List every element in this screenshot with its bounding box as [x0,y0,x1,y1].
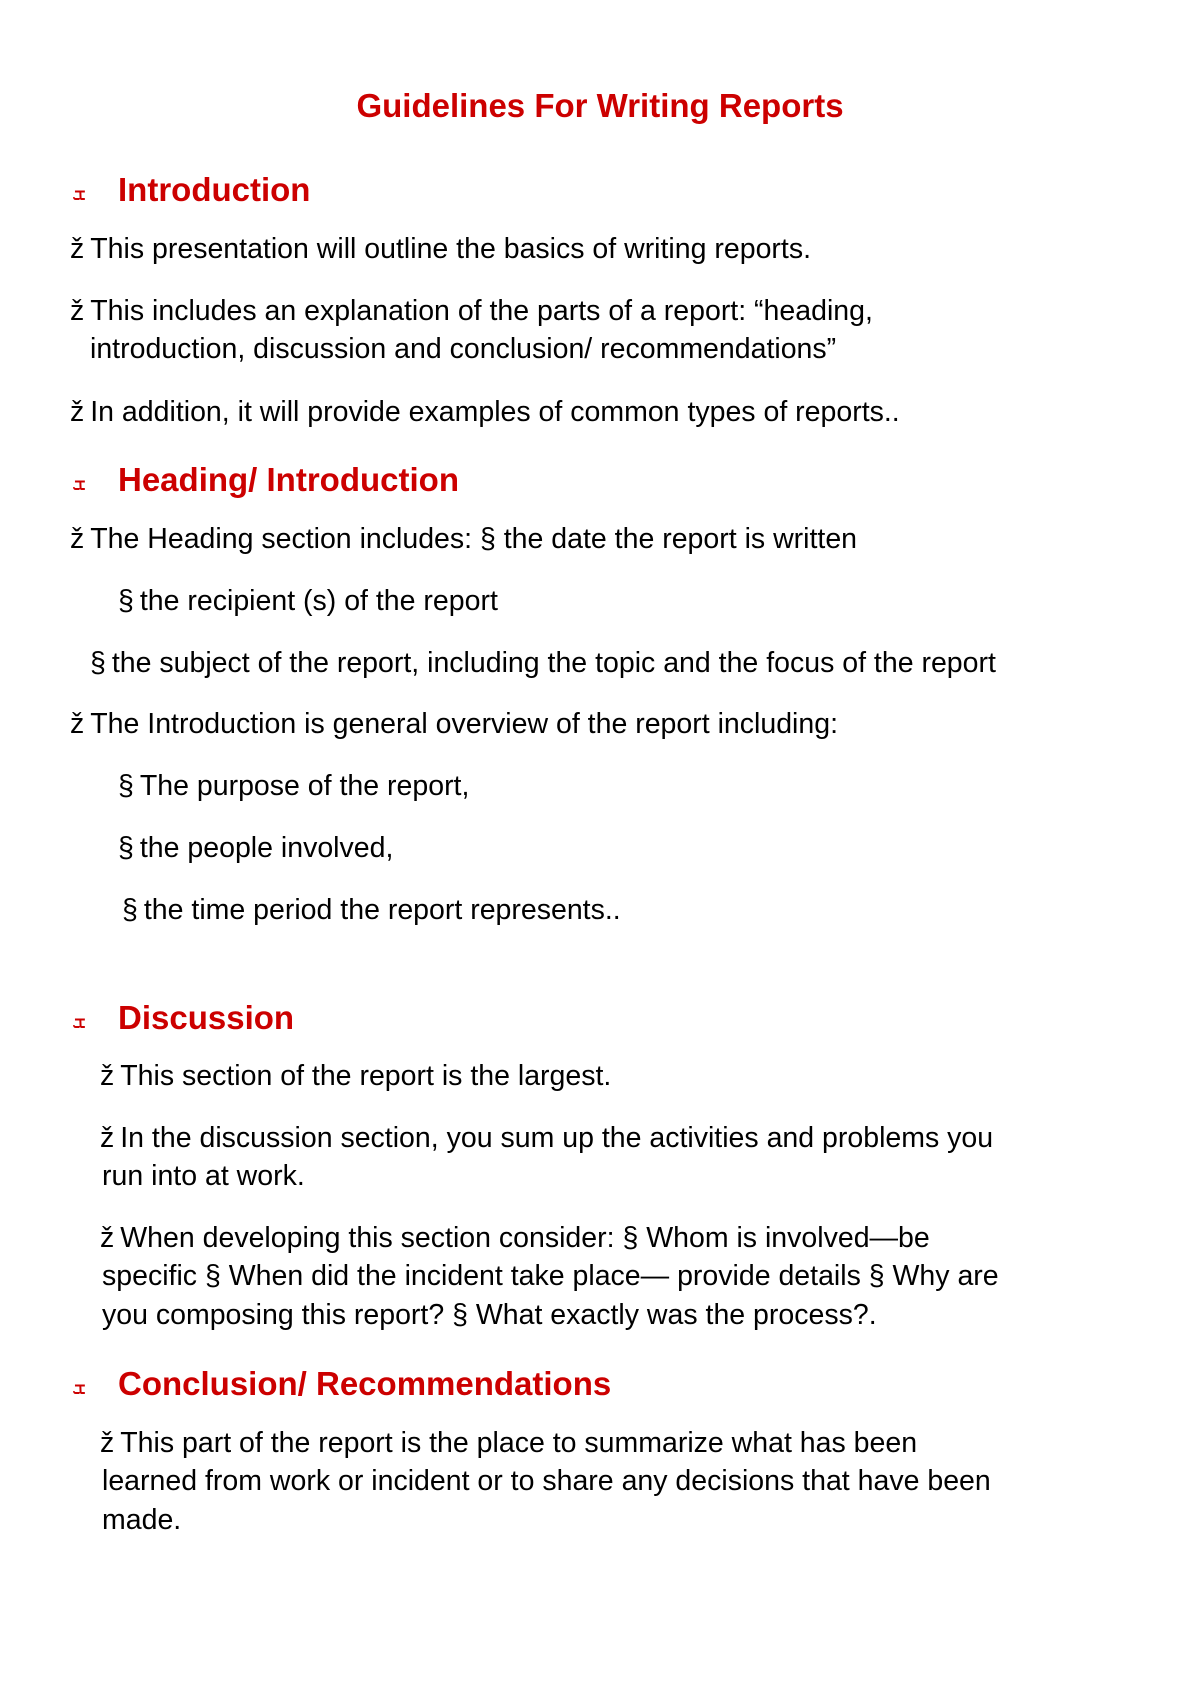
heading-bullet-icon: ܫ [72,1008,87,1033]
list-item: ž This includes an explanation of the parts of a report: “heading, [70,295,873,327]
document-title: Guidelines For Writing Reports [356,87,844,124]
sub-list-item: § the subject of the report, including the topic and the focus of the report [90,647,996,679]
sub-list-item: § the people involved, [118,832,394,864]
list-item: ž The Heading section includes: § the date the report is written [70,523,858,555]
list-item: ž The Introduction is general overview of the report including: [70,708,838,740]
sub-bullet: § [118,585,134,617]
item-bullet: ž [100,1122,115,1154]
list-item: ž When developing this section consider: § Whom is involved—be [100,1222,930,1254]
list-item: ž This presentation will outline the basics of writing reports. [70,233,812,265]
item-bullet: ž [70,233,85,265]
item-bullet: ž [100,1060,115,1092]
heading-bullet-icon: ܫ [72,1374,87,1399]
heading-bullet-icon: ܫ [72,470,87,495]
sub-bullet: § [118,770,134,802]
section-heading-discussion: Discussion [118,999,295,1036]
list-item-continuation: specific § When did the incident take place— provide details § Why are [102,1260,999,1292]
sub-list-item: § the recipient (s) of the report [118,585,498,617]
list-item-continuation: introduction, discussion and conclusion/ recommendations” [90,333,837,365]
item-bullet: ž [70,708,85,740]
section-heading-conclusion: Conclusion/ Recommendations [118,1365,612,1402]
sub-bullet: § [90,647,106,679]
list-item: ž This part of the report is the place to summarize what has been [100,1427,918,1459]
sub-bullet: § [122,894,138,926]
item-bullet: ž [100,1222,115,1254]
sub-list-item: § The purpose of the report, [118,770,470,802]
heading-bullet-icon: ܫ [72,180,87,205]
list-item: ž In addition, it will provide examples of common types of reports.. [70,396,900,428]
list-item-continuation: learned from work or incident or to share any decisions that have been [102,1465,991,1497]
list-item-continuation: run into at work. [102,1160,305,1192]
item-bullet: ž [100,1427,115,1459]
item-bullet: ž [70,396,85,428]
sub-list-item: § the time period the report represents.. [122,894,621,926]
sub-bullet: § [118,832,134,864]
item-bullet: ž [70,295,85,327]
list-item-continuation: made. [102,1504,182,1536]
section-heading-heading-introduction: Heading/ Introduction [118,461,459,498]
list-item-continuation: you composing this report? § What exactly was the process?. [102,1299,877,1331]
list-item: ž This section of the report is the largest. [100,1060,612,1092]
list-item: ž In the discussion section, you sum up the activities and problems you [100,1122,994,1154]
section-heading-introduction: Introduction [118,171,311,208]
item-bullet: ž [70,523,85,555]
